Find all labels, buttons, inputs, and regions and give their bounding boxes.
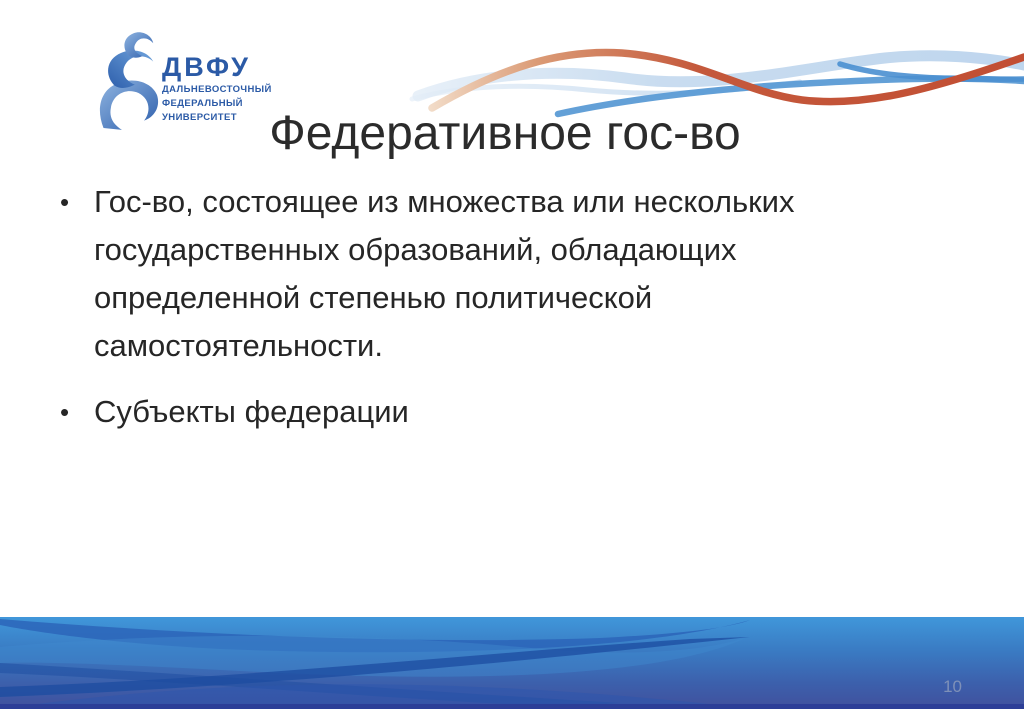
bullet-item [60,388,970,436]
logo-line-3: УНИВЕРСИТЕТ [162,112,237,123]
bullet-item [60,178,970,370]
footer-waves-icon [0,617,1024,709]
bullet-text [94,388,409,436]
logo-acronym: ДВФУ [162,52,251,82]
logo-line-1: ДАЛЬНЕВОСТОЧНЫЙ [162,84,272,95]
footer-wave-band [0,617,1024,709]
bullet-marker: • [60,187,70,217]
page-title: Федеративное гос-во [269,107,741,160]
bullet-line: Субъекты федерации [94,394,409,429]
logo-line-2: ФЕДЕРАЛЬНЫЙ [162,98,243,109]
bullet-line: Гос-во, состоящее из множества или нескольких [94,184,795,219]
bullet-list [60,178,970,454]
page-number: 10 [943,677,962,696]
bullet-text [94,178,794,370]
bullet-line: самостоятельности. [94,328,383,363]
bullet-line: государственных образований, обладающих [94,232,737,267]
bullet-marker: • [60,397,70,427]
bullet-line: определенной степенью политической [94,280,653,315]
